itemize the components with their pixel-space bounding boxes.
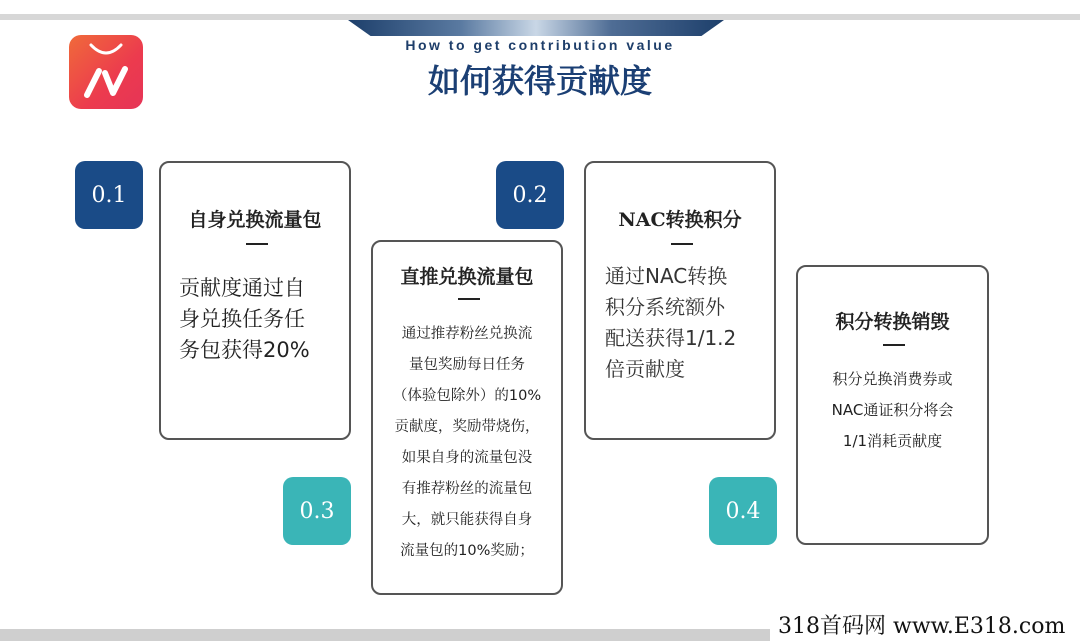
- page-title: 如何获得贡献度: [427, 62, 652, 100]
- body-line: 流量包的10%奖励；: [400, 543, 534, 559]
- body-line: （体验包除外）的10%: [392, 388, 542, 404]
- app-logo: [69, 35, 143, 109]
- body-line: 贡献度通过自: [179, 276, 305, 300]
- top-strip: [0, 0, 1080, 14]
- title-divider: [246, 243, 268, 245]
- body-line: 通过NAC转换: [605, 264, 728, 288]
- step-number-badge: 0.1: [75, 161, 143, 229]
- step-number-badge: 0.4: [709, 477, 777, 545]
- card-title: 直推兑换流量包: [400, 266, 534, 288]
- step-card: [584, 161, 776, 440]
- shopping-bag-icon: [69, 35, 143, 109]
- title-divider: [458, 298, 480, 300]
- body-line: 如果自身的流量包没: [401, 450, 533, 466]
- step-card: [159, 161, 351, 440]
- body-line: 大，就只能获得自身: [401, 512, 533, 528]
- body-line: 量包奖励每日任务: [409, 357, 525, 373]
- step-number-badge: 0.3: [283, 477, 351, 545]
- body-line: 积分系统额外: [605, 295, 725, 319]
- body-line: 有推荐粉丝的流量包: [401, 481, 533, 497]
- title-divider: [883, 344, 905, 346]
- body-line: 贡献度，奖励带烧伤，: [394, 419, 540, 435]
- page-subtitle: How to get contribution value: [405, 37, 675, 53]
- step-card: [371, 240, 563, 595]
- card-title: 积分转换销毁: [835, 311, 950, 333]
- watermark: 318首码网 www.E318.com: [770, 612, 1080, 641]
- body-line: 倍贡献度: [605, 357, 685, 381]
- body-line: 身兑换任务任: [179, 307, 305, 331]
- body-line: NAC通证积分将会: [831, 401, 954, 419]
- step-number-badge: 0.2: [496, 161, 564, 229]
- title-divider: [671, 243, 693, 245]
- card-body: [373, 319, 561, 567]
- card-body: [605, 261, 775, 385]
- header-banner-image: [348, 20, 724, 36]
- body-line: 配送获得1/1.2: [605, 326, 737, 350]
- body-line: 1/1消耗贡献度: [842, 432, 943, 450]
- card-title: 自身兑换流量包: [188, 209, 322, 231]
- body-line: 积分兑换消费券或: [832, 370, 953, 388]
- card-body: [179, 273, 349, 366]
- body-line: 务包获得20%: [179, 338, 310, 362]
- body-line: 通过推荐粉丝兑换流: [401, 326, 533, 342]
- card-title: NAC转换积分: [618, 209, 742, 231]
- step-card: [796, 265, 989, 545]
- card-body: [798, 364, 987, 457]
